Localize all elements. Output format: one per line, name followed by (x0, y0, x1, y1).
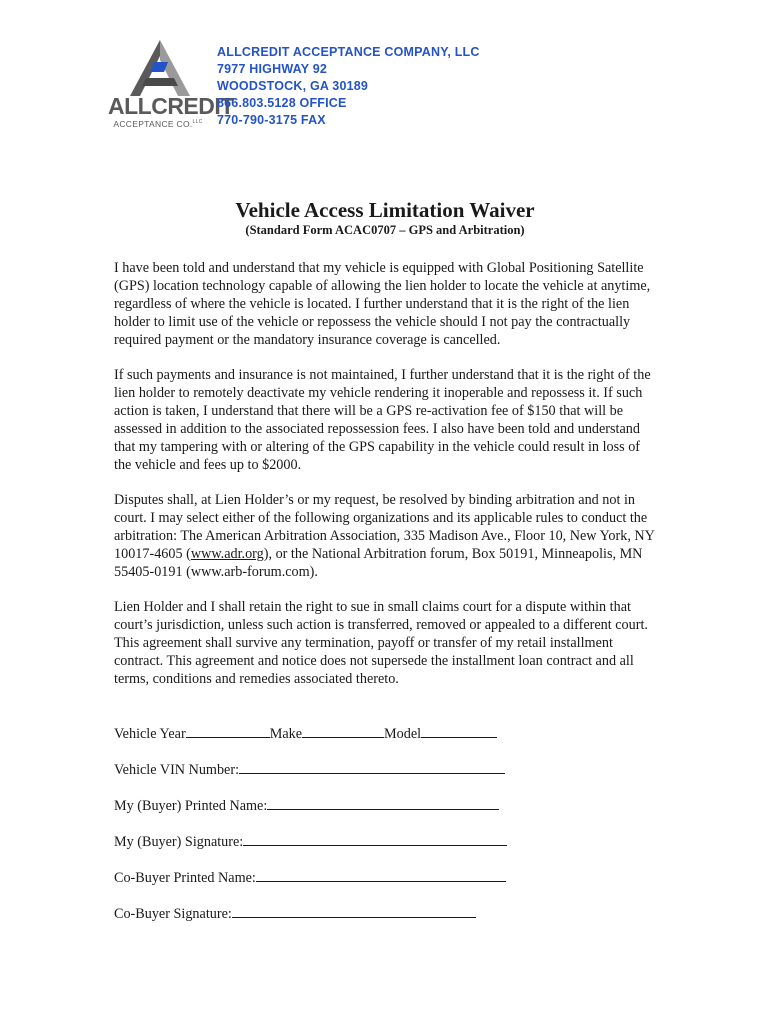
deactivation-paragraph: If such payments and insurance is not maintained, I further understand that it is the right of the lien holder to remotely deactivate my vehicle rendering it inoperable and repossess it. If such action is taken, I understand that there will be a GPS re-activation fee of $150 that will be assessed in addition to the associated repossession fees. I also have been told and understand that my tampering with or altering of the GPS capability in the vehicle could result in loss of the vehicle and fees up to $2000. (114, 367, 651, 473)
small-claims-paragraph: Lien Holder and I shall retain the right to sue in small claims court for a dispute within that court’s jurisdiction, unless such action is transferred, removed or appealed to a different court. This agreement shall survive any termination, payoff or transfer of my retail installment contract. This agreement and notice does not supersede the installment loan contract and all terms, conditions and remedies associated thereto. (114, 599, 648, 687)
buyer-signature-field[interactable] (243, 832, 507, 846)
buyer-signature-row (114, 832, 659, 868)
company-name: ALLCREDIT ACCEPTANCE COMPANY, LLC (217, 45, 480, 59)
office-phone: 866.803.5128 OFFICE (217, 96, 347, 110)
buyer-name-field[interactable] (267, 796, 499, 810)
make-field[interactable] (302, 724, 384, 738)
cobuyer-name-row (114, 868, 659, 904)
vin-field[interactable] (239, 760, 505, 774)
cobuyer-signature-row (114, 904, 659, 940)
company-address-block (217, 44, 480, 129)
model-field[interactable] (421, 724, 497, 738)
vehicle-year-field[interactable] (186, 724, 270, 738)
logo-a-mark-icon (116, 38, 200, 96)
buyer-name-label: My (Buyer) Printed Name: (114, 798, 268, 814)
fax-number: 770-790-3175 FAX (217, 113, 326, 127)
make-label: Make (269, 726, 303, 742)
city-state-zip: WOODSTOCK, GA 30189 (217, 79, 369, 93)
logo-wordmark: ALLCREDIT (108, 93, 234, 119)
vin-row (114, 760, 659, 796)
document-body (114, 259, 659, 705)
vehicle-details-row (114, 724, 659, 760)
buyer-signature-label: My (Buyer) Signature: (114, 834, 244, 850)
cobuyer-signature-label: Co-Buyer Signature: (114, 906, 232, 922)
vin-label: Vehicle VIN Number: (114, 762, 240, 778)
buyer-name-row (114, 796, 659, 832)
vehicle-year-label: Vehicle Year (114, 726, 186, 742)
company-logo (108, 38, 234, 138)
arbitration-paragraph: Disputes shall, at Lien Holder’s or my request, be resolved by binding arbitration and not in court. I may select either of the following organizations and its applicable rules to conduct the arbitration: The American Arbitration Association, 335 Madison Ave., Floor 10, New York, NY 10017-4605 (www.adr.org), or the National Arbitration forum, Box 50191, Minneapolis, MN 55405-0191 (www.arb-forum.com). (114, 492, 655, 580)
cobuyer-name-label: Co-Buyer Printed Name: (114, 870, 256, 886)
signature-form (114, 724, 659, 940)
document-title: Vehicle Access Limitation Waiver (235, 198, 535, 222)
adr-link[interactable]: www.adr.org (190, 546, 264, 562)
cobuyer-signature-field[interactable] (232, 904, 476, 918)
logo-subtitle: ACCEPTANCE CO.$^{LLC}$ (113, 119, 203, 129)
document-subtitle: (Standard Form ACAC0707 – GPS and Arbitration) (245, 223, 525, 237)
street-address: 7977 HIGHWAY 92 (217, 62, 328, 76)
letterhead (108, 38, 528, 138)
gps-disclosure-paragraph: I have been told and understand that my vehicle is equipped with Global Positioning Satellite (GPS) location technology capable of allowing the lien holder to locate the vehicle at anytime, regardless of where the vehicle is located. I further understand that it is the right of the lien holder to limit use of the vehicle or repossess the vehicle should I not pay the contractually required payment or the mandatory insurance coverage is cancelled. (114, 260, 651, 348)
cobuyer-name-field[interactable] (256, 868, 506, 882)
model-label: Model (384, 726, 422, 742)
